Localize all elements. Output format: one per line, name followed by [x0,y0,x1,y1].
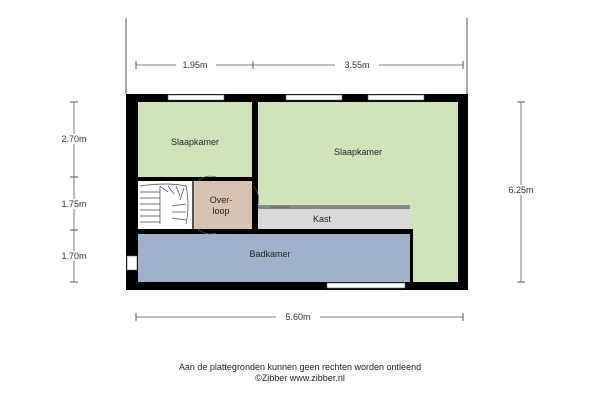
label-hallway-line2: loop [212,206,230,216]
label-bedroom-large: Slaapkamer [333,147,383,157]
top-dimension [136,60,463,70]
dim-right-total: 6.25m [508,185,534,195]
room-closet [258,209,410,229]
dim-left-middle: 1.75m [61,199,87,209]
dim-bottom-total: 5.60m [285,312,311,322]
dim-left-upper: 2.70m [61,134,87,144]
balcony-outline [126,18,467,94]
right-dimension [500,102,544,282]
label-bedroom-small: Slaapkamer [170,137,220,147]
dim-left-lower: 1.70m [61,251,87,261]
label-hallway-line1: Over- [209,195,233,205]
footer-disclaimer: Aan de plattegronden kunnen geen rechten worden ontleend [178,362,422,372]
label-closet: Kast [312,214,332,224]
footer-credit: ©Zibber www.zibber.nl [255,373,345,383]
dim-top-right: 3.55m [344,60,370,70]
dim-top-left: 1.95m [182,60,208,70]
bottom-dimension [136,312,463,322]
left-dimension [52,102,96,282]
room-hallway [193,181,253,229]
label-bathroom: Badkamer [249,249,291,259]
